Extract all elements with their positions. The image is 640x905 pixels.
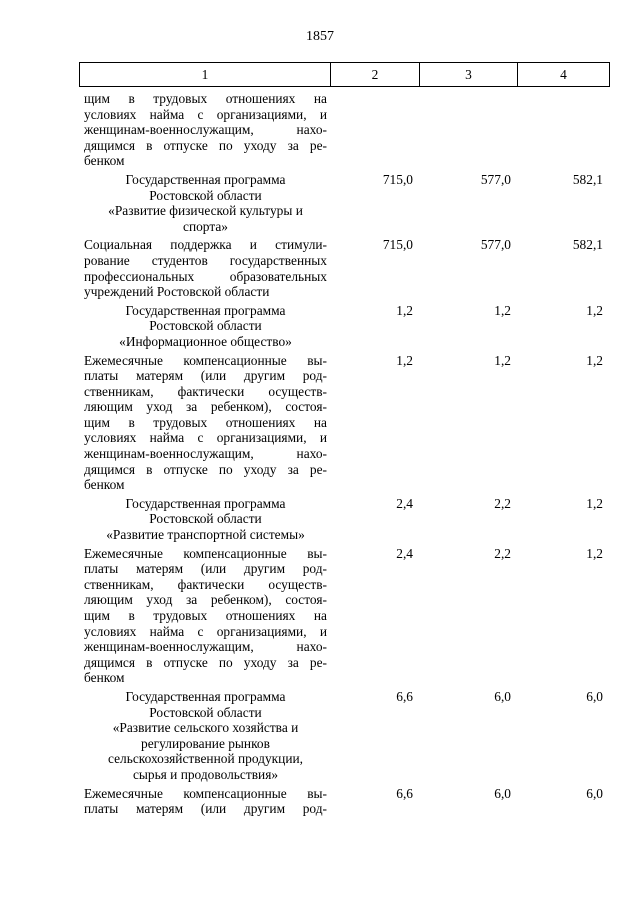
table-body — [79, 87, 610, 817]
description-line: учреждений Ростовской области — [84, 284, 270, 300]
value-cell-col2: 2,4 — [396, 545, 413, 561]
description-line: рование студентов государственных — [84, 252, 327, 268]
value-cell-col2: 715,0 — [382, 237, 413, 253]
description-line: дящимся в отпуске по уходу за ре- — [84, 137, 327, 153]
description-line: ляющим уход за ребенком), состоя- — [84, 399, 327, 415]
description-line: Ростовской области — [149, 704, 262, 720]
description-line: Ежемесячные компенсационные вы- — [84, 545, 327, 561]
description-line: Государственная программа — [125, 688, 286, 704]
description-line: регулирование рынков — [141, 735, 270, 751]
description-line: «Развитие транспортной системы» — [106, 527, 305, 543]
value-cell-col3 — [419, 91, 517, 169]
column-header-2: 2 — [331, 63, 420, 86]
value-cell-col4: 1,2 — [586, 352, 603, 368]
description-cell — [79, 786, 330, 817]
page-number: 1857 — [306, 29, 334, 44]
description-line: сельскохозяйственной продукции, — [107, 751, 304, 767]
value-cell-col4 — [517, 91, 608, 169]
description-line: Государственная программа — [125, 171, 286, 187]
column-header-1: 1 — [80, 63, 331, 86]
description-line: женщинам-военнослужащим, нахо- — [84, 122, 327, 138]
description-line: ственникам, фактически осуществ- — [84, 383, 327, 399]
description-cell — [79, 353, 330, 493]
value-cell-col2: 6,6 — [396, 688, 413, 704]
description-line: дящимся в отпуске по уходу за ре- — [84, 461, 327, 477]
table-row — [79, 237, 610, 299]
description-line: платы матерям (или другим род- — [84, 368, 327, 384]
description-cell — [79, 172, 330, 234]
description-line: Ростовской области — [149, 318, 262, 334]
description-line: бенком — [84, 153, 125, 169]
value-cell-col2: 715,0 — [382, 171, 413, 187]
program-row — [79, 172, 610, 234]
description-line: щим в трудовых отношениях на — [84, 608, 327, 623]
description-line: бенком — [84, 670, 125, 686]
table-header-row — [79, 62, 610, 87]
description-line: платы матерям (или другим род- — [84, 801, 327, 817]
value-cell-col3: 6,0 — [494, 785, 511, 801]
value-cell-col4: 1,2 — [586, 302, 603, 318]
column-header-4: 4 — [560, 66, 567, 82]
value-cell-col2: 1,2 — [396, 302, 413, 318]
description-line: «Развитие физической культуры и — [108, 203, 303, 219]
value-cell-col3: 1,2 — [494, 302, 511, 318]
description-cell — [79, 546, 330, 686]
description-line: «Развитие сельского хозяйства и — [112, 720, 299, 736]
description-line: щим в трудовых отношениях на — [84, 414, 327, 430]
description-line: Государственная программа — [125, 302, 286, 318]
value-cell-col3: 2,2 — [494, 495, 511, 511]
description-line: сырья и продовольствия» — [132, 766, 279, 782]
description-line: Социальная поддержка и стимули- — [84, 237, 327, 253]
value-cell-col3: 2,2 — [494, 545, 511, 561]
value-cell-col3: 577,0 — [480, 237, 511, 253]
budget-table — [79, 62, 610, 817]
value-cell-col4: 1,2 — [586, 545, 603, 561]
description-line: условиях найма с организациями, и — [84, 430, 327, 446]
description-cell — [79, 496, 330, 543]
description-line: ляющим уход за ребенком), состоя- — [84, 592, 327, 608]
column-header-3: 3 — [420, 63, 518, 86]
description-line: бенком — [84, 477, 125, 493]
program-row — [79, 496, 610, 543]
table-row — [79, 786, 610, 817]
description-line: условиях найма с организациями, и — [84, 623, 327, 639]
description-line: дящимся в отпуске по уходу за ре- — [84, 654, 327, 670]
value-cell-col3: 1,2 — [494, 352, 511, 368]
value-cell-col4: 582,1 — [572, 237, 603, 253]
value-cell-col2: 6,6 — [396, 785, 413, 801]
description-line: профессиональных образовательных — [84, 268, 327, 284]
value-cell-col3: 577,0 — [480, 171, 511, 187]
description-line: Ежемесячные компенсационные вы- — [84, 352, 327, 368]
description-line: условиях найма с организациями, и — [84, 106, 327, 122]
value-cell-col4: 582,1 — [572, 171, 603, 187]
value-cell-col4: 6,0 — [586, 688, 603, 704]
description-line: платы матерям (или другим род- — [84, 561, 327, 577]
description-line: Ростовской области — [149, 187, 262, 203]
description-cell — [79, 689, 330, 783]
value-cell-col2 — [330, 91, 419, 169]
value-cell-col4: 6,0 — [586, 785, 603, 801]
table-row — [79, 353, 610, 493]
description-line: женщинам-военнослужащим, нахо- — [84, 639, 327, 655]
value-cell-col2: 1,2 — [396, 352, 413, 368]
program-row — [79, 689, 610, 783]
program-row — [79, 303, 610, 350]
value-cell-col2: 2,4 — [396, 495, 413, 511]
table-row — [79, 91, 610, 169]
description-line: Государственная программа — [125, 495, 286, 511]
description-line: спорта» — [183, 218, 228, 234]
description-cell — [79, 91, 330, 169]
table-row — [79, 546, 610, 686]
description-cell — [79, 303, 330, 350]
description-line: «Информационное общество» — [119, 333, 292, 349]
value-cell-col4: 1,2 — [586, 495, 603, 511]
description-line: Ростовской области — [149, 511, 262, 527]
description-cell — [79, 237, 330, 299]
description-line: ственникам, фактически осуществ- — [84, 576, 327, 592]
description-line: женщинам-военнослужащим, нахо- — [84, 446, 327, 462]
value-cell-col3: 6,0 — [494, 688, 511, 704]
description-line: Ежемесячные компенсационные вы- — [84, 785, 327, 801]
description-line: щим в трудовых отношениях на — [84, 91, 327, 106]
